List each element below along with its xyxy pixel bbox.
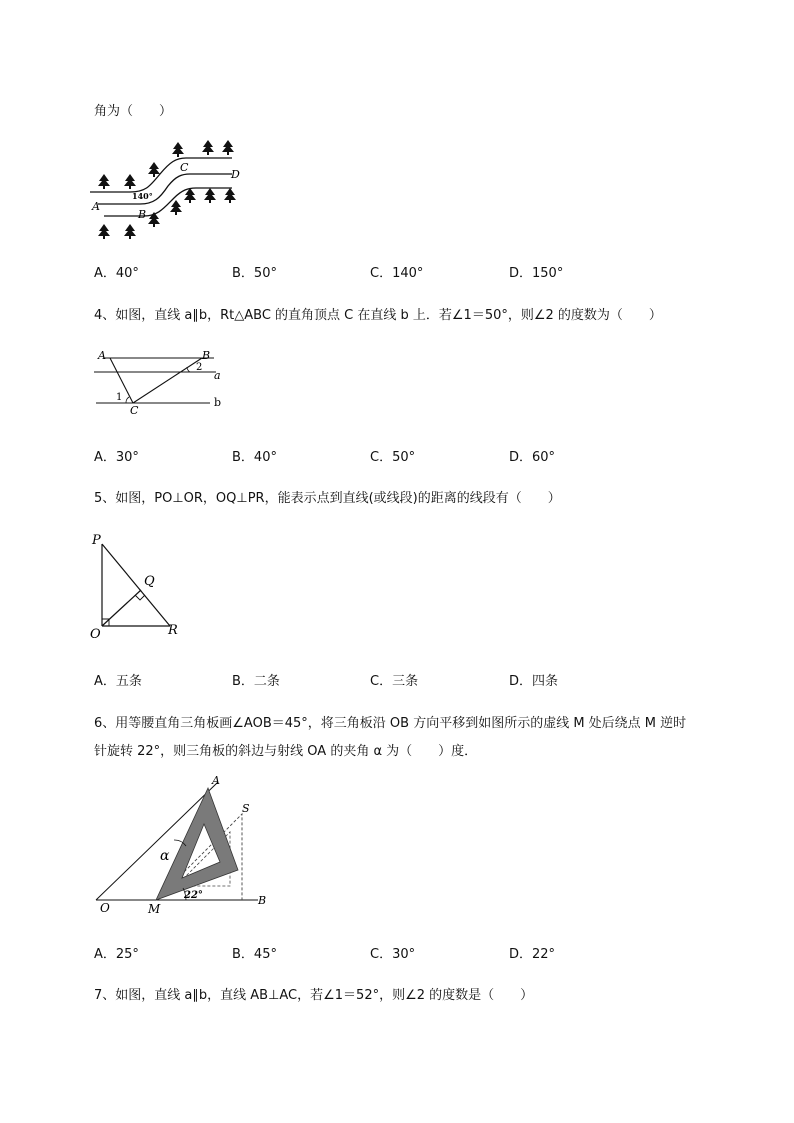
q5-option-c[interactable]: C．三条 bbox=[370, 674, 419, 689]
point-a-label: A bbox=[98, 349, 106, 362]
q6-option-a[interactable]: A．25° bbox=[94, 947, 139, 962]
line-b-label: b bbox=[214, 396, 222, 409]
q5-option-d[interactable]: D．四条 bbox=[509, 674, 559, 689]
q4-stem: 4、如图，直线 a∥b，Rt△ABC 的直角顶点 C 在直线 b 上．若∠1＝50°，则∠2 的度数为（ ） bbox=[94, 308, 662, 323]
q4-option-d[interactable]: D．60° bbox=[509, 450, 556, 465]
q5-option-b[interactable]: B．二条 bbox=[232, 674, 280, 689]
point-b-label: B bbox=[202, 349, 211, 362]
q6-option-b[interactable]: B．45° bbox=[232, 947, 277, 962]
q3-option-a[interactable]: A．40° bbox=[94, 266, 139, 281]
point-d-label: D bbox=[231, 168, 240, 181]
q6-option-c[interactable]: C．30° bbox=[370, 947, 416, 962]
q3-stem-tail: 角为（ ） bbox=[94, 104, 173, 119]
q7-stem: 7、如图，直线 a∥b，直线 AB⊥AC，若∠1＝52°，则∠2 的度数是（ ） bbox=[94, 988, 534, 1003]
q5-figure-triangle bbox=[88, 530, 188, 640]
line-a-label: a bbox=[214, 369, 221, 382]
angle-22-label: 22° bbox=[184, 890, 203, 901]
tree-icons bbox=[98, 140, 236, 239]
q6-stem-line1: 6、用等腰直角三角板画∠AOB＝45°，将三角板沿 OB 方向平移到如图所示的虚线 M 处后绕点 M 逆时 bbox=[94, 716, 687, 731]
point-s-label: S bbox=[242, 802, 250, 815]
q3-figure-river bbox=[90, 138, 250, 242]
point-r-label: R bbox=[168, 623, 178, 638]
q4-option-b[interactable]: B．40° bbox=[232, 450, 277, 465]
angle-140-label: 140° bbox=[132, 191, 153, 201]
q3-options bbox=[94, 262, 654, 282]
angle-1-label: 1 bbox=[116, 392, 123, 403]
point-c-label: C bbox=[130, 404, 139, 417]
q5-option-a[interactable]: A．五条 bbox=[94, 674, 142, 689]
point-q-label: Q bbox=[144, 574, 155, 589]
q5-options bbox=[94, 670, 654, 690]
q4-options bbox=[94, 446, 654, 466]
q4-option-a[interactable]: A．30° bbox=[94, 450, 139, 465]
q4-option-c[interactable]: C．50° bbox=[370, 450, 416, 465]
q3-option-b[interactable]: B．50° bbox=[232, 266, 277, 281]
q3-option-d[interactable]: D．150° bbox=[509, 266, 564, 281]
q3-option-c[interactable]: C．140° bbox=[370, 266, 424, 281]
alpha-label: α bbox=[160, 848, 170, 864]
point-o-label: O bbox=[90, 627, 101, 640]
point-o-label: O bbox=[100, 901, 110, 915]
q4-figure-parallel-lines bbox=[90, 348, 230, 418]
q6-options bbox=[94, 943, 654, 963]
point-a-label: A bbox=[92, 200, 100, 213]
point-c-label: C bbox=[180, 161, 189, 174]
point-p-label: P bbox=[92, 533, 101, 548]
angle-2-label: 2 bbox=[196, 362, 203, 373]
point-m-label: M bbox=[148, 902, 161, 916]
q6-figure-set-square bbox=[90, 776, 280, 916]
point-b-label: B bbox=[138, 208, 147, 221]
q6-stem-line2: 针旋转 22°，则三角板的斜边与射线 OA 的夹角 α 为（ ）度． bbox=[94, 744, 478, 759]
point-a-label: A bbox=[212, 776, 220, 787]
q5-stem: 5、如图，PO⊥OR，OQ⊥PR，能表示点到直线(或线段)的距离的线段有（ ） bbox=[94, 491, 561, 506]
q6-option-d[interactable]: D．22° bbox=[509, 947, 556, 962]
point-b-label: B bbox=[258, 894, 267, 907]
